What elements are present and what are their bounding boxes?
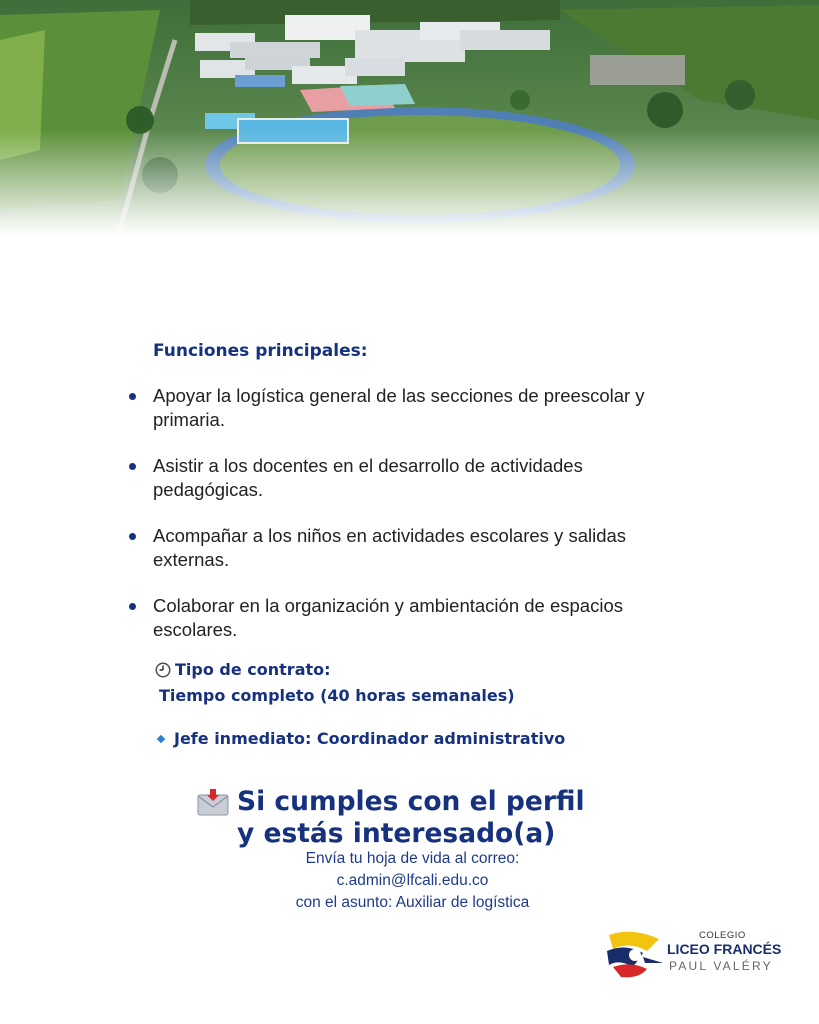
logo-line1: COLEGIO (699, 930, 746, 941)
list-item (127, 384, 667, 432)
bullet-icon (129, 393, 136, 400)
contract-label: Tipo de contrato: (175, 660, 331, 679)
function-item-text: Colaborar en la organización y ambientación de espacios escolares. (153, 595, 623, 640)
cta-line2: y estás interesado(a) (237, 818, 556, 849)
boss-text: Jefe inmediato: Coordinador administrativo (174, 729, 566, 748)
logo-emblem-icon (603, 927, 665, 979)
contact-email[interactable]: c.admin@lfcali.edu.co (336, 872, 489, 889)
diamond-bullet-icon (157, 735, 165, 743)
contact-instructions: Envía tu hoja de vida al correo: (305, 850, 520, 867)
clock-icon (155, 661, 171, 684)
list-item (127, 594, 667, 642)
logo-line3: PAUL VALÉRY (669, 959, 773, 973)
campus-hero-image (0, 0, 819, 235)
functions-list (127, 384, 667, 664)
contact-subject: con el asunto: Auxiliar de logística (295, 894, 530, 911)
immediate-boss (156, 729, 565, 748)
function-item-text: Apoyar la logística general de las secciones de preescolar y primaria. (153, 385, 645, 430)
envelope-icon (197, 789, 231, 825)
bullet-icon (129, 603, 136, 610)
contract-value: Tiempo completo (40 horas semanales) (159, 686, 515, 705)
function-item-text: Acompañar a los niños en actividades escolares y salidas externas. (153, 525, 627, 570)
cta-line1: Si cumples con el perfil (237, 786, 585, 817)
logo-line2: LICEO FRANCÉS (667, 941, 782, 957)
list-item (127, 454, 667, 502)
bullet-icon (129, 463, 136, 470)
contract-type (155, 658, 515, 707)
bullet-icon (129, 533, 136, 540)
call-to-action (197, 786, 585, 850)
school-logo (603, 927, 793, 981)
function-item-text: Asistir a los docentes en el desarrollo de actividades pedagógicas. (153, 455, 583, 500)
list-item (127, 524, 667, 572)
functions-title: Funciones principales: (153, 341, 368, 361)
